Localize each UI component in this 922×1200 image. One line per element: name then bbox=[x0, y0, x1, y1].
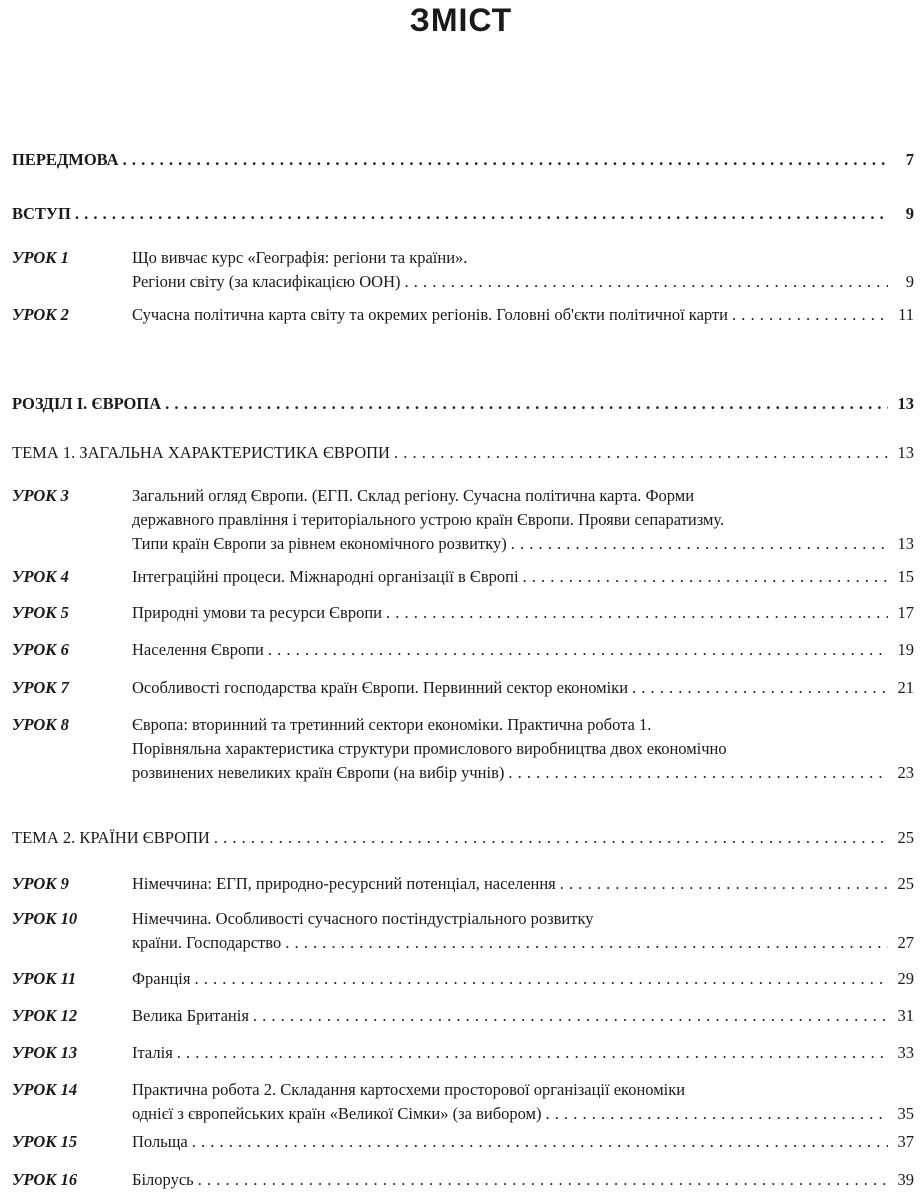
dot-leader bbox=[214, 826, 888, 850]
entry-text: Інтеграційні процеси. Міжнародні організації в Європі bbox=[132, 567, 519, 586]
dot-leader bbox=[192, 1130, 888, 1154]
lesson-label: УРОК 4 bbox=[12, 567, 69, 586]
entry-text: Велика Британія bbox=[132, 1006, 249, 1025]
page-number: 13 bbox=[897, 534, 914, 553]
lesson-label: УРОК 2 bbox=[12, 305, 69, 324]
entry-text: Німеччина. Особливості сучасного постіндустріального розвитку bbox=[132, 909, 594, 928]
dot-leader bbox=[732, 303, 888, 327]
lesson-label: УРОК 10 bbox=[12, 909, 78, 928]
entry-text: Європа: вторинний та третинний сектори економіки. Практична робота 1. bbox=[132, 715, 652, 734]
dot-leader bbox=[194, 967, 888, 991]
page-number: 21 bbox=[897, 678, 914, 697]
lesson-label: УРОК 1 bbox=[12, 248, 69, 267]
lesson-label: УРОК 15 bbox=[12, 1132, 78, 1151]
entry-text: Польща bbox=[132, 1132, 188, 1151]
lesson-label: УРОК 16 bbox=[12, 1170, 78, 1189]
page-number: 13 bbox=[897, 394, 914, 413]
dot-leader bbox=[545, 1102, 888, 1126]
toc-entry[interactable] bbox=[12, 1041, 914, 1065]
lesson-label: УРОК 12 bbox=[12, 1006, 78, 1025]
toc-entry[interactable] bbox=[12, 148, 914, 172]
lesson-label: УРОК 14 bbox=[12, 1080, 78, 1099]
dot-leader bbox=[123, 148, 888, 172]
entry-text: Італія bbox=[132, 1043, 173, 1062]
entry-text: Практична робота 2. Складання картосхеми просторової організації економіки bbox=[132, 1080, 686, 1099]
entry-text: ТЕМА 2. КРАЇНИ ЄВРОПИ bbox=[12, 828, 210, 847]
toc-entry[interactable] bbox=[12, 676, 914, 700]
dot-leader bbox=[523, 565, 888, 589]
page-number: 25 bbox=[897, 874, 914, 893]
dot-leader bbox=[75, 202, 888, 226]
dot-leader bbox=[285, 931, 888, 955]
toc-entry[interactable] bbox=[12, 638, 914, 662]
page-number: 27 bbox=[897, 933, 914, 952]
toc-entry[interactable] bbox=[12, 1004, 914, 1028]
entry-text: однієї з європейських країн «Великої Сімки» (за вибором) bbox=[132, 1104, 542, 1123]
entry-text: Порівняльна характеристика структури промислового виробництва двох економічно bbox=[132, 739, 727, 758]
toc-entry[interactable] bbox=[12, 565, 914, 589]
dot-leader bbox=[198, 1168, 888, 1192]
page-number: 37 bbox=[897, 1132, 914, 1151]
toc-entry[interactable] bbox=[12, 392, 914, 416]
dot-leader bbox=[177, 1041, 888, 1065]
entry-text: розвинених невеликих країн Європи (на вибір учнів) bbox=[132, 763, 505, 782]
entry-text: Природні умови та ресурси Європи bbox=[132, 603, 382, 622]
lesson-label: УРОК 3 bbox=[12, 486, 69, 505]
dot-leader bbox=[404, 270, 888, 294]
page-number: 39 bbox=[897, 1170, 914, 1189]
page-number: 9 bbox=[905, 272, 914, 291]
toc-entry[interactable] bbox=[12, 713, 914, 785]
toc-entry[interactable] bbox=[12, 246, 914, 294]
page-number: 11 bbox=[898, 305, 914, 324]
entry-text: Загальний огляд Європи. (ЕГП. Склад регіону. Сучасна політична карта. Форми bbox=[132, 486, 695, 505]
page-number: 29 bbox=[897, 969, 914, 988]
toc-entry[interactable] bbox=[12, 1168, 914, 1192]
entry-text: Особливості господарства країн Європи. Первинний сектор економіки bbox=[132, 678, 629, 697]
toc-entry[interactable] bbox=[12, 826, 914, 850]
entry-text: державного правління і територіального устрою країн Європи. Прояви сепаратизму. bbox=[132, 510, 725, 529]
toc-entry[interactable] bbox=[12, 907, 914, 955]
toc-entry[interactable] bbox=[12, 1078, 914, 1126]
page-title: ЗМІСТ bbox=[409, 2, 513, 38]
dot-leader bbox=[394, 441, 888, 465]
toc-entry[interactable] bbox=[12, 202, 914, 226]
page-number: 35 bbox=[897, 1104, 914, 1123]
entry-text: Білорусь bbox=[132, 1170, 194, 1189]
page-number: 25 bbox=[897, 828, 914, 847]
entry-text: Регіони світу (за класифікацією ООН) bbox=[132, 272, 401, 291]
dot-leader bbox=[386, 601, 888, 625]
lesson-label: УРОК 11 bbox=[12, 969, 77, 988]
toc-entry[interactable] bbox=[12, 484, 914, 556]
page-number: 19 bbox=[897, 640, 914, 659]
page-number: 9 bbox=[905, 204, 914, 223]
page-number: 15 bbox=[897, 567, 914, 586]
entry-text: країни. Господарство bbox=[132, 933, 282, 952]
lesson-label: УРОК 13 bbox=[12, 1043, 78, 1062]
entry-text: ВСТУП bbox=[12, 204, 71, 223]
page-number: 7 bbox=[905, 150, 914, 169]
dot-leader bbox=[165, 392, 888, 416]
entry-text: ТЕМА 1. ЗАГАЛЬНА ХАРАКТЕРИСТИКА ЄВРОПИ bbox=[12, 443, 390, 462]
entry-text: Типи країн Європи за рівнем економічного розвитку) bbox=[132, 534, 507, 553]
page-number: 13 bbox=[897, 443, 914, 462]
toc-entry[interactable] bbox=[12, 1130, 914, 1154]
toc-entry[interactable] bbox=[12, 601, 914, 625]
toc-entry[interactable] bbox=[12, 967, 914, 991]
toc-entry[interactable] bbox=[12, 872, 914, 896]
dot-leader bbox=[253, 1004, 888, 1028]
dot-leader bbox=[632, 676, 888, 700]
dot-leader bbox=[560, 872, 888, 896]
lesson-label: УРОК 8 bbox=[12, 715, 69, 734]
entry-text: ПЕРЕДМОВА bbox=[12, 150, 119, 169]
page-number: 31 bbox=[897, 1006, 914, 1025]
page-number: 33 bbox=[897, 1043, 914, 1062]
lesson-label: УРОК 7 bbox=[12, 678, 69, 697]
dot-leader bbox=[508, 761, 888, 785]
entry-text: Сучасна політична карта світу та окремих регіонів. Головні об'єкти політичної карти bbox=[132, 305, 728, 324]
entry-text: Населення Європи bbox=[132, 640, 264, 659]
lesson-label: УРОК 5 bbox=[12, 603, 69, 622]
dot-leader bbox=[268, 638, 888, 662]
entry-text: Німеччина: ЕГП, природно-ресурсний потенціал, населення bbox=[132, 874, 556, 893]
entry-text: Що вивчає курс «Географія: регіони та країни». bbox=[132, 248, 468, 267]
dot-leader bbox=[511, 532, 888, 556]
page-number: 17 bbox=[897, 603, 914, 622]
lesson-label: УРОК 6 bbox=[12, 640, 69, 659]
entry-text: РОЗДІЛ І. ЄВРОПА bbox=[12, 394, 162, 413]
entry-text: Франція bbox=[132, 969, 191, 988]
toc-entry[interactable] bbox=[12, 303, 914, 327]
toc-entry[interactable] bbox=[12, 441, 914, 465]
lesson-label: УРОК 9 bbox=[12, 874, 69, 893]
page-number: 23 bbox=[897, 763, 914, 782]
